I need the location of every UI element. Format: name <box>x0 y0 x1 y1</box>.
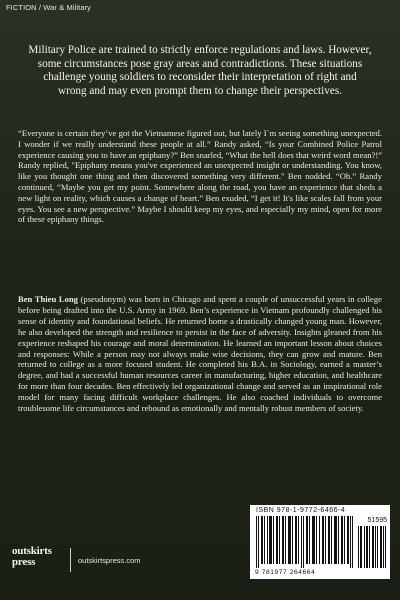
ean-barcode-bars <box>256 516 356 568</box>
publisher-logo-line1: outskirts <box>12 545 52 557</box>
intro-paragraph: Military Police are trained to strictly enforce regulations and laws. However, some circumstances pose gray areas and contradictions. These situations challenge young soldiers to reconsider their interpretation of right and wrong and may even prompt them to change their perspectives. <box>28 44 372 97</box>
ean-digits: 9 781977 264664 <box>255 569 316 576</box>
addon-barcode-bars <box>358 526 386 568</box>
author-bio-text: (pseudonym) was born in Chicago and spent a couple of unsuccessful years in college before being drafted into the U.S. Army in 1969. Ben’s experience in Vietnam profoundly challenged his sense of identity and foundational beliefs. He returned home a drastically changed young man. However, he also developed the strength and resilience to persist in the face of adversity. Insights gleaned from his experience reshaped his courage and moral determination. He learned an important lesson about choices and responses: While a person may not always make wise decisions, they can grow and mature. Ben returned to college as a more focused student. He completed his B.A. in Sociology, earned a master’s degree, and had a successful human resources career in manufacturing, higher education, and healthcare for more than four decades. Ben effectively led organizational change and served as an inspirational role model for many facing difficult workplace challenges. He also coached individuals to overcome troublesome life circumstances and rebound as emotionally and mentally robust members of society. <box>18 294 382 414</box>
category-label: FICTION / War & Military <box>6 3 92 12</box>
publisher-url: outskirtspress.com <box>78 556 141 565</box>
author-name: Ben Thieu Long <box>18 294 78 304</box>
excerpt-paragraph: “Everyone is certain they’ve got the Vietnamese figured out, but lately I`m seeing something unexpected. I wonder if we really understand these people at all.” Randy asked, “Is your Combined Police Patrol experience causing you to have an epiphany?” Ben snarled, “What the hell does that weird word mean?!” Randy replied, "Epiphany means you've experienced an unexpected insight or understanding. You know, like you thought one thing and then discovered something very different." Ben nodded. “Oh.” Randy continued, “Maybe you get my point. Somewhere along the road, you have an experience that sheds a new light on reality, which causes a change of heart.” Ben exuded, “I get it! It's like scales fall from your eyes. You see a new perspective.” Maybe I should keep my eyes, and especially my mind, open for more of these epiphany things. <box>18 128 382 225</box>
publisher-logo <box>12 546 68 574</box>
isbn-label: ISBN 978-1-9772-6466-4 <box>256 507 346 514</box>
author-bio <box>18 294 382 414</box>
publisher-logo-line2: press <box>12 556 36 568</box>
price-code: 51595 <box>367 517 387 524</box>
barcode <box>250 505 390 579</box>
publisher-divider <box>70 548 71 572</box>
